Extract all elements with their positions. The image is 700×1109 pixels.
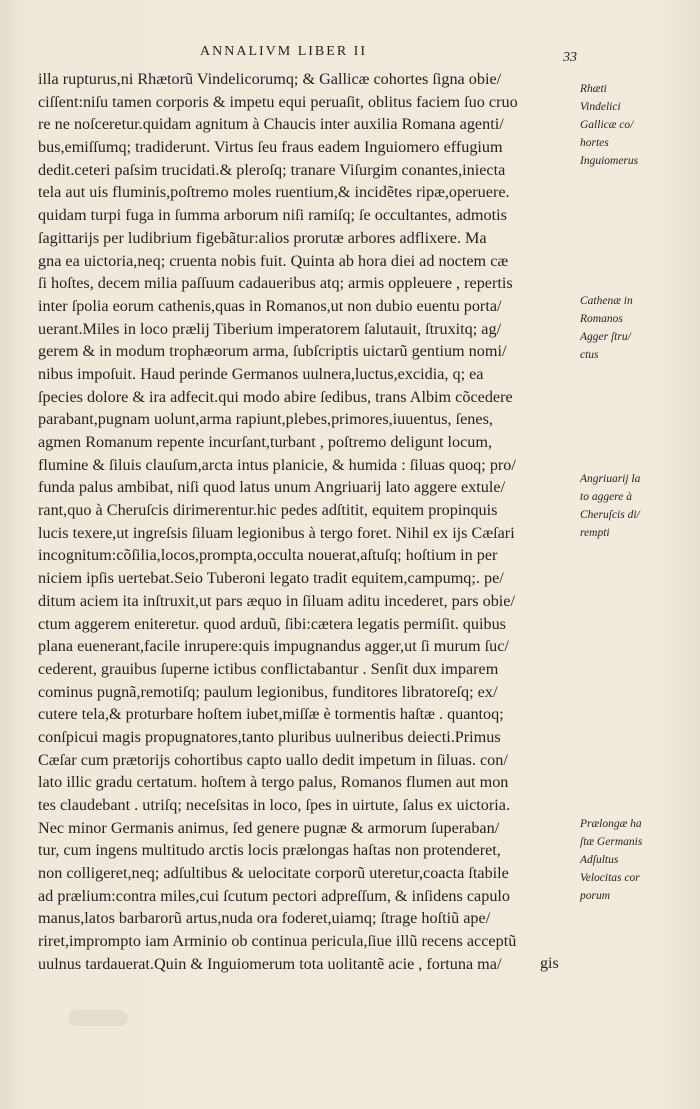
text-line: cominus pugnã,remotiſq; paulum legionibus, funditores libratoreſq; ex/	[38, 682, 498, 701]
text-line: manus,latos barbarorũ artus,nuda ora foderet,uiamq; ſtrage hoſtiũ ape/	[38, 909, 491, 928]
text-line: ſpecies dolore & ira adfecit.qui modo abire ſedibus, trans Albim cõcedere	[38, 387, 513, 406]
text-line: lucis texere,ut ingreſsis ſiluam legionibus à tergo foret. Nihil ex ijs Cæſari	[38, 523, 515, 542]
margin-note	[580, 80, 638, 170]
margin-note-line: Gallicæ co/	[580, 119, 634, 131]
margin-note	[580, 292, 633, 364]
margin-note-line: Adſultus	[580, 854, 619, 866]
text-line: quidam turpi fuga in ſumma arborum niſi ramiſq; ſe occultantes, admotis	[38, 206, 507, 225]
text-line: lato illic gradu certatum. hoſtem à tergo palus, Romanos flumen aut mon	[38, 773, 509, 792]
text-line: uulnus tardauerat.Quin & Inguiomerum tota uolitantẽ acie , fortuna ma/	[38, 954, 502, 973]
text-line: nibus impoſuit. Haud perinde Germanos uulnera,luctus,excidia, q; ea	[38, 364, 484, 383]
margin-note-line: Rhæti	[580, 83, 607, 95]
text-line: gerem & in modum trophæorum arma, ſubſcriptis uictarũ gentium nomi/	[38, 342, 507, 361]
text-line: cutere tela,& proturbare hoſtem iubet,miſſæ è tormentis haſtæ . quantoq;	[38, 705, 504, 724]
text-line: conſpicui magis propugnatores,tanto pluribus uulneribus deiecti.Primus	[38, 727, 501, 746]
margin-note-line: porum	[580, 890, 611, 902]
text-line: niciem ipſis uertebat.Seio Tuberoni legato tradit equitem,campumq;. pe/	[38, 569, 504, 588]
page-stain	[68, 1010, 128, 1026]
margin-note-line: Velocitas cor	[580, 872, 640, 884]
text-line: ciſſent:niſu tamen corporis & impetu equi peruaſit, oblitus faciem ſuo cruo	[38, 92, 518, 111]
main-text-block	[38, 68, 578, 976]
text-line: ſi hoſtes, decem milia paſſuum cadaueribus atq; armis oppleuere , repertis	[38, 274, 513, 293]
text-line: tes claudebant . utriſq; neceſsitas in loco, ſpes in uirtute, ſalus ex uictoria.	[38, 796, 511, 814]
text-line: agmen Romanum repente incurſant,turbant , poſtremo deligunt locum,	[38, 433, 493, 451]
text-line: Nec minor Germanis animus, ſed genere pugnæ & armorum ſuperaban/	[38, 818, 500, 837]
margin-note-line: hortes	[580, 137, 609, 149]
margin-note-line: Agger ſtru/	[580, 331, 631, 343]
margin-note-line: rempti	[580, 527, 610, 539]
text-line: tela aut uis fluminis,poſtremo moles ruentium,& incidẽtes ripæ,operuere.	[38, 183, 510, 202]
text-line: funda palus ambibat, niſi quod latus unum Angriuarij lato aggere extule/	[38, 478, 506, 497]
text-line: ctum aggerem eniteretur. quod arduũ, ſibi:cætera legatis permiſit. quibus	[38, 614, 506, 633]
text-line: gna ea uictoria,neq; cruenta nobis fuit. Quinta ab hora diei ad noctem cæ	[38, 251, 509, 270]
text-line: dedit.ceteri paſsim trucidati.& pleroſq; tranare Viſurgim conantes,iniecta	[38, 160, 506, 179]
page-number: 33	[563, 50, 577, 65]
text-line: cederent, grauibus ſuperne ictibus conflictabantur . Senſit dux imparem	[38, 659, 499, 678]
text-line: incognitum:cõſilia,locos,prompta,occulta nouerat,aſtuſq; hoſtium in per	[38, 546, 498, 565]
text-line: inter ſpolia eorum cathenis,quas in Romanos,ut non dubio euentu porta/	[38, 296, 502, 315]
text-line: riret,imprompto iam Arminio ob continua pericula,ſiue illũ recens acceptũ	[38, 932, 517, 951]
text-line: parabant,pugnam uolunt,arma rapiunt,plebes,primores,iuuentus, ſenes,	[38, 410, 493, 429]
text-line: uerant.Miles in loco prælij Tiberium imperatorem ſalutauit, ſtruxitq; ag/	[38, 319, 502, 338]
catchword: gis	[540, 955, 559, 972]
text-line: non colligeret,neq; adſultibus & uelocitate corporũ uteretur,coacta ſtabile	[38, 864, 509, 883]
text-line: rant,quo à Cheruſcis dirimerentur.hic pedes adſtitit, equitem propinquis	[38, 501, 498, 520]
margin-note	[580, 815, 642, 905]
text-line: flumine & ſiluis clauſum,arcta intus planicie, & humida : ſiluas quoq; pro/	[38, 455, 516, 474]
running-title: ANNALIVM LIBER II	[200, 44, 367, 59]
text-line: ditum aciem ita inſtruxit,ut pars æquo in ſiluam aditu incederet, pars obie/	[38, 591, 515, 610]
margin-note-line: Angriuarij la	[580, 473, 641, 485]
text-line: ſagittarijs per ludibrium figebãtur:alios prorutæ arbores adflixere. Ma	[38, 228, 487, 247]
margin-note-line: Vindelici	[580, 101, 621, 113]
margin-note-line: Cathenæ in	[580, 295, 633, 307]
margin-note-line: to aggere à	[580, 491, 632, 503]
margin-note-line: Cheruſcis di/	[580, 509, 640, 521]
margin-note-line: ctus	[580, 349, 599, 361]
margin-note-line: Romanos	[580, 313, 623, 325]
text-line: tur, cum ingens multitudo arctis locis prælongas haſtas non protenderet,	[38, 841, 501, 860]
text-line: plana euenerant,facile inrupere:quis impugnandus agger,ut ſi murum ſuc/	[38, 637, 509, 656]
margin-note-line: ſtæ Germanis	[580, 836, 643, 848]
text-line: Cæſar cum prætorijs cohortibus capto uallo dedit impetum in ſiluas. con/	[38, 750, 508, 769]
text-line: bus,emiſſumq; tradiderunt. Virtus ſeu fraus eadem Inguiomero effugium	[38, 138, 503, 157]
text-line: illa rupturus,ni Rhætorũ Vindelicorumq; & Gallicæ cohortes ſigna obie/	[38, 70, 502, 88]
margin-note-line: Inguiomerus	[580, 155, 639, 167]
margin-note-line: Prælongæ ha	[580, 818, 642, 830]
text-line: ad prælium:contra miles,cui ſcutum pectori adpreſſum, & inſidens capulo	[38, 886, 511, 905]
margin-note	[580, 470, 640, 542]
text-line: re ne noſceretur.quidam agnitum à Chaucis inter auxilia Romana agenti/	[38, 115, 504, 134]
